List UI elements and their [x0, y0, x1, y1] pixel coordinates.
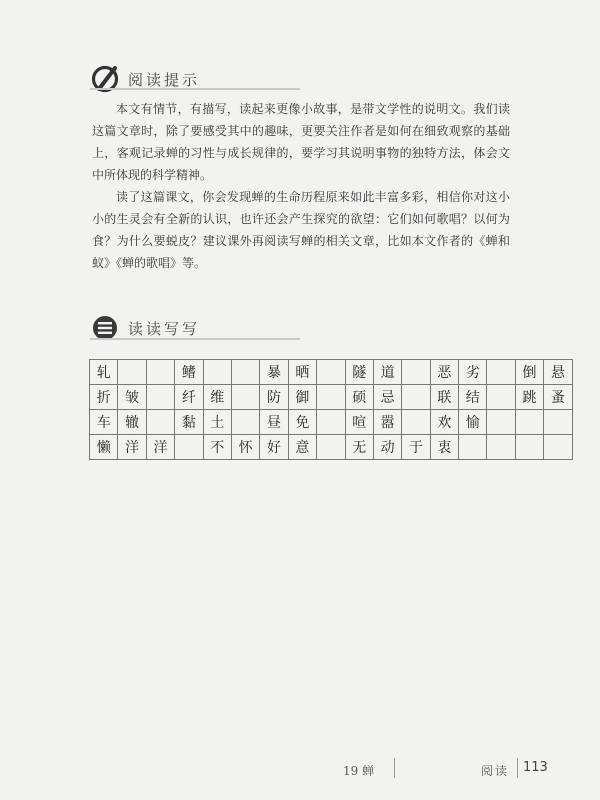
read-write-divider: [90, 338, 300, 340]
grid-cell: [317, 435, 345, 460]
grid-cell: 倒: [515, 360, 543, 385]
grid-cell: 免: [288, 410, 316, 435]
read-write-title: 读读写写: [128, 319, 201, 338]
grid-cell: 喧: [345, 410, 373, 435]
grid-cell: 动: [373, 435, 401, 460]
grid-cell: [402, 385, 430, 410]
grid-cell: 无: [345, 435, 373, 460]
reading-paragraph-1: 本文有情节，有描写，读起来更像小故事，是带文学性的说明文。我们读这篇文章时，除了要感受其中的趣味，更要关注作者是如何在细致观察的基础上，客观记录蝉的习性与成长规律的，要学习其说明事物的独特方法，体会文中所体现的科学精神。: [92, 102, 510, 182]
grid-cell: 辙: [118, 410, 146, 435]
footer-divider: [394, 758, 395, 778]
grid-cell: 衷: [430, 435, 458, 460]
grid-cell: 道: [373, 360, 401, 385]
grid-cell: [146, 410, 174, 435]
grid-cell: 愉: [459, 410, 487, 435]
grid-cell: 折: [90, 385, 118, 410]
grid-cell: 车: [90, 410, 118, 435]
reading-paragraph-2: 读了这篇课文，你会发现蝉的生命历程原来如此丰富多彩，相信你对这小小的生灵会有全新的认识，也许还会产生探究的欲望：它们如何歌唱？以何为食？为什么要蜕皮？建议课外再阅读写蝉的相关文章，比如本文作者的《蝉和蚁》《蝉的歌唱》等。: [92, 190, 510, 270]
grid-row: [90, 435, 573, 460]
grid-cell: 意: [288, 435, 316, 460]
grid-cell: 结: [459, 385, 487, 410]
grid-cell: 欢: [430, 410, 458, 435]
grid-cell: 联: [430, 385, 458, 410]
grid-cell: 晒: [288, 360, 316, 385]
grid-cell: [317, 410, 345, 435]
grid-cell: [402, 410, 430, 435]
grid-cell: 于: [402, 435, 430, 460]
grid-cell: [515, 410, 543, 435]
grid-cell: 忌: [373, 385, 401, 410]
grid-cell: 防: [260, 385, 288, 410]
grid-cell: 御: [288, 385, 316, 410]
grid-cell: [231, 385, 259, 410]
footer-section: 阅读: [481, 764, 510, 778]
grid-cell: 怀: [231, 435, 259, 460]
grid-cell: 懒: [90, 435, 118, 460]
grid-cell: [231, 410, 259, 435]
grid-cell: [317, 385, 345, 410]
footer-lesson: 19 蝉: [343, 764, 375, 778]
grid-cell: [402, 360, 430, 385]
grid-cell: 蚤: [544, 385, 572, 410]
reading-tips-body: [92, 98, 510, 274]
grid-cell: 轧: [90, 360, 118, 385]
grid-row: [90, 385, 573, 410]
grid-cell: [515, 435, 543, 460]
grid-cell: [459, 435, 487, 460]
grid-row: [90, 410, 573, 435]
grid-cell: 隧: [345, 360, 373, 385]
grid-cell: [487, 385, 515, 410]
grid-cell: [118, 360, 146, 385]
page-number: 113: [523, 760, 548, 775]
grid-cell: [146, 385, 174, 410]
vocabulary-grid: [89, 359, 573, 460]
grid-cell: [203, 360, 231, 385]
grid-cell: [175, 435, 203, 460]
grid-cell: [487, 360, 515, 385]
grid-cell: 跳: [515, 385, 543, 410]
grid-cell: 洋: [146, 435, 174, 460]
grid-cell: 好: [260, 435, 288, 460]
grid-cell: 土: [203, 410, 231, 435]
grid-cell: 维: [203, 385, 231, 410]
grid-cell: 嚣: [373, 410, 401, 435]
grid-cell: 暴: [260, 360, 288, 385]
grid-cell: 皱: [118, 385, 146, 410]
grid-cell: 恶: [430, 360, 458, 385]
grid-cell: [544, 410, 572, 435]
grid-cell: 悬: [544, 360, 572, 385]
grid-cell: 洋: [118, 435, 146, 460]
grid-cell: [544, 435, 572, 460]
grid-cell: [487, 435, 515, 460]
grid-row: [90, 360, 573, 385]
grid-cell: [231, 360, 259, 385]
grid-cell: 昼: [260, 410, 288, 435]
reading-tips-title: 阅读提示: [128, 70, 201, 89]
grid-cell: [317, 360, 345, 385]
reading-tips-divider: [90, 88, 300, 90]
grid-cell: [487, 410, 515, 435]
grid-cell: 黏: [175, 410, 203, 435]
grid-cell: 不: [203, 435, 231, 460]
grid-cell: 劣: [459, 360, 487, 385]
grid-cell: 鳍: [175, 360, 203, 385]
grid-cell: 硕: [345, 385, 373, 410]
footer-divider: [517, 758, 518, 778]
grid-cell: 纤: [175, 385, 203, 410]
grid-cell: [146, 360, 174, 385]
